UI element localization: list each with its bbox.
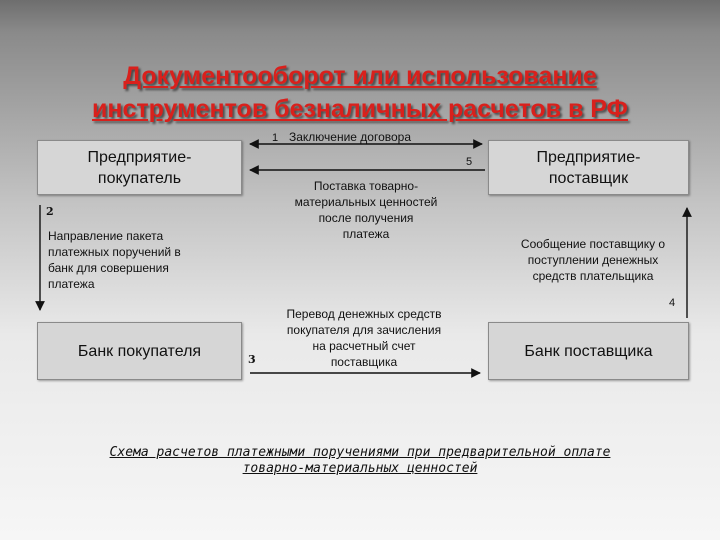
- step-3-number: 3: [248, 353, 256, 366]
- buyer-bank-label: Банк покупателя: [77, 342, 202, 360]
- buyer-enterprise-label: Предприятие- покупатель: [87, 148, 192, 187]
- step-2-number: 2: [46, 205, 54, 218]
- step-2-label: Направление пакета платежных поручений в банк для совершения платежа: [48, 229, 181, 291]
- caption-line-2: товарно-материальных ценностей: [242, 461, 478, 476]
- caption-line-1: Схема расчетов платежными поручениями при предварительной оплате: [109, 445, 611, 460]
- title-line-1: Документооборот или использование: [123, 62, 597, 90]
- diagram-caption: [40, 445, 680, 477]
- supplier-enterprise-box: [488, 140, 689, 195]
- step-4-number: 4: [669, 297, 676, 309]
- step-5-label: Поставка товарно- материальных ценностей после получения платежа: [294, 179, 438, 241]
- step-3-label: Перевод денежных средств покупателя для зачисления на расчетный счет поставщика: [286, 307, 442, 369]
- supplier-bank-box: [488, 322, 689, 380]
- step-5-number: 5: [466, 156, 473, 168]
- step-1-label: Заключение договора: [289, 130, 412, 144]
- supplier-bank-label: Банк поставщика: [524, 342, 653, 360]
- title-line-2: инструментов безналичных расчетов в РФ: [92, 95, 628, 123]
- step-4-label: Сообщение поставщику о поступлении денежных средств плательщика: [520, 237, 666, 283]
- buyer-enterprise-box: [37, 140, 242, 195]
- step-1-number: 1: [272, 132, 279, 144]
- supplier-enterprise-label: Предприятие- поставщик: [536, 148, 641, 187]
- buyer-bank-box: [37, 322, 242, 380]
